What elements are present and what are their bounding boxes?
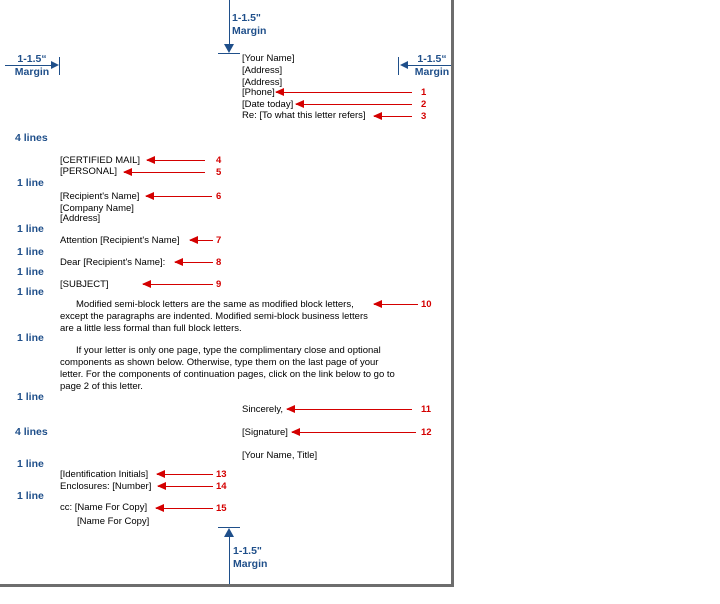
spacing-label: 1 line [17,391,44,403]
annotation-number: 3 [421,111,427,122]
annotation-arrow-icon [276,92,412,93]
annotation-arrow-icon [158,486,213,487]
spacing-label: 4 lines [15,132,48,144]
body-paragraph-1: Modified semi-block letters are the same as modified block letters, except the paragraphs are indented. Modified semi-block business letters are a little less formal than full block letters. [60,299,368,334]
bottom-margin-label: 1-1.5" Margin [233,545,268,570]
enclosures-line: Enclosures: [Number] [60,481,152,492]
right-margin-label: 1-1.5“ Margin [414,53,450,78]
annotation-number: 2 [421,99,427,110]
annotation-arrow-icon [296,104,412,105]
annotation-number: 10 [421,299,432,310]
sender-re-line: Re: [To what this letter refers] [242,110,366,121]
annotation-arrow-icon [156,508,213,509]
annotation-number: 6 [216,191,222,202]
top-margin-label: 1-1.5" Margin [232,12,267,37]
cc-line-1: cc: [Name For Copy] [60,502,148,513]
right-margin-tick [398,57,399,75]
sender-phone: [Phone] [242,87,275,98]
annotation-arrow-icon [175,262,213,263]
right-margin-line [407,65,451,66]
annotation-number: 7 [216,235,222,246]
spacing-label: 1 line [17,223,44,235]
left-margin-arrow-icon [51,61,59,69]
annotation-number: 12 [421,427,432,438]
identification-initials: [Identification Initials] [60,469,149,480]
annotation-arrow-icon [124,172,205,173]
top-margin-arrow-icon [224,44,234,53]
attention-line: Attention [Recipient's Name] [60,235,180,246]
signer-name-title: [Your Name, Title] [242,450,318,461]
annotation-number: 4 [216,155,222,166]
complimentary-close: Sincerely, [242,404,284,415]
spacing-label: 4 lines [15,426,48,438]
annotation-arrow-icon [374,116,412,117]
annotation-number: 11 [421,404,432,415]
spacing-label: 1 line [17,266,44,278]
annotation-arrow-icon [190,240,213,241]
certified-mail-notation: [CERTIFIED MAIL] [60,155,141,166]
body-paragraph-2: If your letter is only one page, type the complimentary close and optional components as shown below. Otherwise, type them on the last page of your letter. For the components of continuation pages, click on the link below to go to page 2 of this letter. [60,345,395,392]
cc-line-2: [Name For Copy] [77,516,150,527]
subject-line: [SUBJECT] [60,279,109,290]
spacing-label: 1 line [17,490,44,502]
recipient-address: [Address] [60,213,101,224]
signature-line: [Signature] [242,427,288,438]
sender-address-2: [Address] [242,77,283,88]
sender-date: [Date today] [242,99,294,110]
recipient-company: [Company Name] [60,203,134,214]
salutation: Dear [Recipient's Name]: [60,257,166,268]
spacing-label: 1 line [17,177,44,189]
spacing-label: 1 line [17,332,44,344]
spacing-label: 1 line [17,458,44,470]
spacing-label: 1 line [17,286,44,298]
top-margin-line [229,0,230,45]
annotation-number: 1 [421,87,427,98]
left-margin-label: 1-1.5“ Margin [14,53,50,78]
annotation-number: 8 [216,257,222,268]
annotation-number: 14 [216,481,227,492]
bottom-margin-line [229,537,230,584]
sender-name: [Your Name] [242,53,295,64]
spacing-label: 1 line [17,246,44,258]
annotation-arrow-icon [292,432,416,433]
top-margin-tick [218,53,240,54]
left-margin-line [5,65,53,66]
annotation-arrow-icon [146,196,212,197]
bottom-margin-arrow-icon [224,528,234,537]
left-margin-tick [59,57,60,75]
annotation-arrow-icon [157,474,213,475]
annotation-arrow-icon [143,284,213,285]
annotation-arrow-icon [374,304,418,305]
annotation-arrow-icon [287,409,412,410]
annotation-number: 13 [216,469,227,480]
annotation-number: 15 [216,503,227,514]
recipient-name: [Recipient's Name] [60,191,140,202]
annotation-arrow-icon [147,160,205,161]
personal-notation: [PERSONAL] [60,166,118,177]
sender-address-1: [Address] [242,65,283,76]
annotation-number: 5 [216,167,222,178]
annotation-number: 9 [216,279,222,290]
